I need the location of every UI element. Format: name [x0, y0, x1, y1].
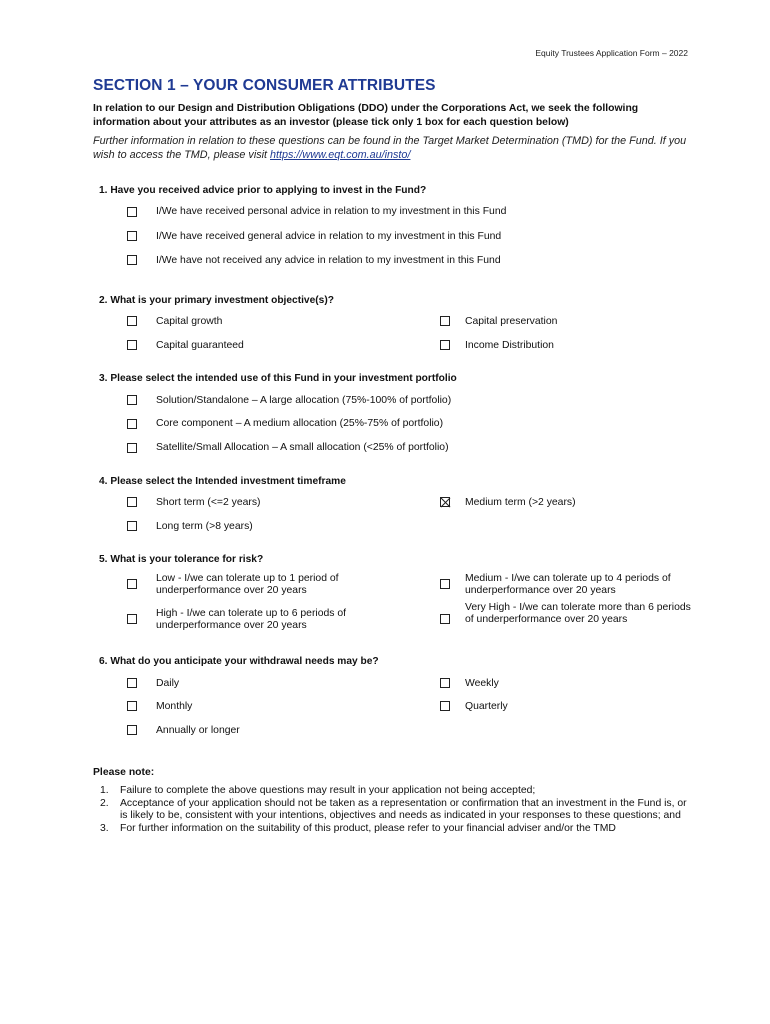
q5-very-high-checkbox[interactable] [440, 614, 450, 624]
q4-long-term-checkbox[interactable] [127, 521, 137, 531]
q6-annually-checkbox[interactable] [127, 725, 137, 735]
q6-quarterly-checkbox[interactable] [440, 701, 450, 711]
q3-standalone-checkbox[interactable] [127, 395, 137, 405]
note-number: 1. [100, 785, 109, 796]
q3-satellite-label: Satellite/Small Allocation – A small allocation (<25% of portfolio) [156, 442, 449, 453]
q5-very-high-label: Very High - I/we can tolerate more than 6 periods of underperformance over 20 years [465, 602, 691, 625]
question-5: 5. What is your tolerance for risk? [99, 554, 264, 565]
q2-capital-growth-checkbox[interactable] [127, 316, 137, 326]
q6-daily-checkbox[interactable] [127, 678, 137, 688]
q6-weekly-checkbox[interactable] [440, 678, 450, 688]
note-number: 2. [100, 797, 109, 809]
q4-medium-term-checkbox[interactable] [440, 497, 450, 507]
note-title: Please note: [93, 767, 155, 778]
note-item [100, 823, 690, 836]
q6-daily-label: Daily [156, 678, 180, 689]
note-text: Acceptance of your application should not be taken as a representation or confirmation that an investment in the Fund is, or is likely to be, consistent with your intentions, objectives and needs as indicated in your responses to these questions; and [120, 797, 687, 822]
intro-tmd-info [93, 135, 693, 162]
q5-medium-label: Medium - I/we can tolerate up to 4 periods of underperformance over 20 years [465, 573, 671, 596]
q2-capital-guaranteed-checkbox[interactable] [127, 340, 137, 350]
intro-tmd-text: Further information in relation to these questions can be found in the Target Market Determination (TMD) for the Fund. If you wish to access the TMD, please visit [93, 135, 687, 161]
q1-option-3-checkbox[interactable] [127, 255, 137, 265]
q5-high-checkbox[interactable] [127, 614, 137, 624]
note-text: Failure to complete the above questions may result in your application not being accepted; [120, 785, 536, 796]
q3-satellite-checkbox[interactable] [127, 443, 137, 453]
q5-low-checkbox[interactable] [127, 579, 137, 589]
question-3: 3. Please select the intended use of this Fund in your investment portfolio [99, 373, 457, 384]
q2-capital-growth-label: Capital growth [156, 316, 223, 327]
q4-medium-term-label: Medium term (>2 years) [465, 497, 576, 508]
question-4: 4. Please select the Intended investment timeframe [99, 476, 346, 487]
note-list [100, 785, 690, 835]
q2-income-distribution-label: Income Distribution [465, 340, 554, 351]
q6-annually-label: Annually or longer [156, 725, 240, 736]
question-1: 1. Have you received advice prior to applying to invest in the Fund? [99, 185, 427, 196]
q4-short-term-label: Short term (<=2 years) [156, 497, 261, 508]
section-title: SECTION 1 – YOUR CONSUMER ATTRIBUTES [93, 77, 436, 94]
note-item [100, 785, 690, 798]
intro-instructions: In relation to our Design and Distribution Obligations (DDO) under the Corporations Act, we seek the following information about your attributes as an investor (please tick only 1 box for each question below) [93, 103, 639, 128]
q6-weekly-label: Weekly [465, 678, 499, 689]
q2-capital-guaranteed-label: Capital guaranteed [156, 340, 244, 351]
question-6: 6. What do you anticipate your withdrawal needs may be? [99, 656, 379, 667]
q5-high-label: High - I/we can tolerate up to 6 periods of underperformance over 20 years [156, 608, 347, 631]
note-text: For further information on the suitability of this product, please refer to your financial adviser and/or the TMD [120, 822, 616, 834]
note-number: 3. [100, 822, 109, 834]
q2-income-distribution-checkbox[interactable] [440, 340, 450, 350]
q1-option-2-checkbox[interactable] [127, 231, 137, 241]
q6-monthly-label: Monthly [156, 701, 193, 712]
q1-option-2-label: I/We have received general advice in relation to my investment in this Fund [156, 231, 502, 242]
q4-long-term-label: Long term (>8 years) [156, 521, 253, 532]
q1-option-3-label: I/We have not received any advice in relation to my investment in this Fund [156, 255, 501, 266]
q1-option-1-label: I/We have received personal advice in relation to my investment in this Fund [156, 206, 507, 217]
q6-monthly-checkbox[interactable] [127, 701, 137, 711]
question-2: 2. What is your primary investment objective(s)? [99, 295, 334, 306]
q2-capital-preservation-label: Capital preservation [465, 316, 558, 327]
form-header-title: Equity Trustees Application Form – 2022 [535, 48, 688, 58]
q3-standalone-label: Solution/Standalone – A large allocation (75%-100% of portfolio) [156, 395, 452, 406]
tmd-link[interactable]: https://www.eqt.com.au/insto/ [270, 148, 411, 161]
q3-core-label: Core component – A medium allocation (25%-75% of portfolio) [156, 418, 444, 429]
q1-option-1-checkbox[interactable] [127, 207, 137, 217]
q5-medium-checkbox[interactable] [440, 579, 450, 589]
q2-capital-preservation-checkbox[interactable] [440, 316, 450, 326]
note-item [100, 798, 690, 823]
q3-core-checkbox[interactable] [127, 419, 137, 429]
q4-short-term-checkbox[interactable] [127, 497, 137, 507]
q5-low-label: Low - I/we can tolerate up to 1 period of underperformance over 20 years [156, 573, 339, 596]
q6-quarterly-label: Quarterly [465, 701, 508, 712]
